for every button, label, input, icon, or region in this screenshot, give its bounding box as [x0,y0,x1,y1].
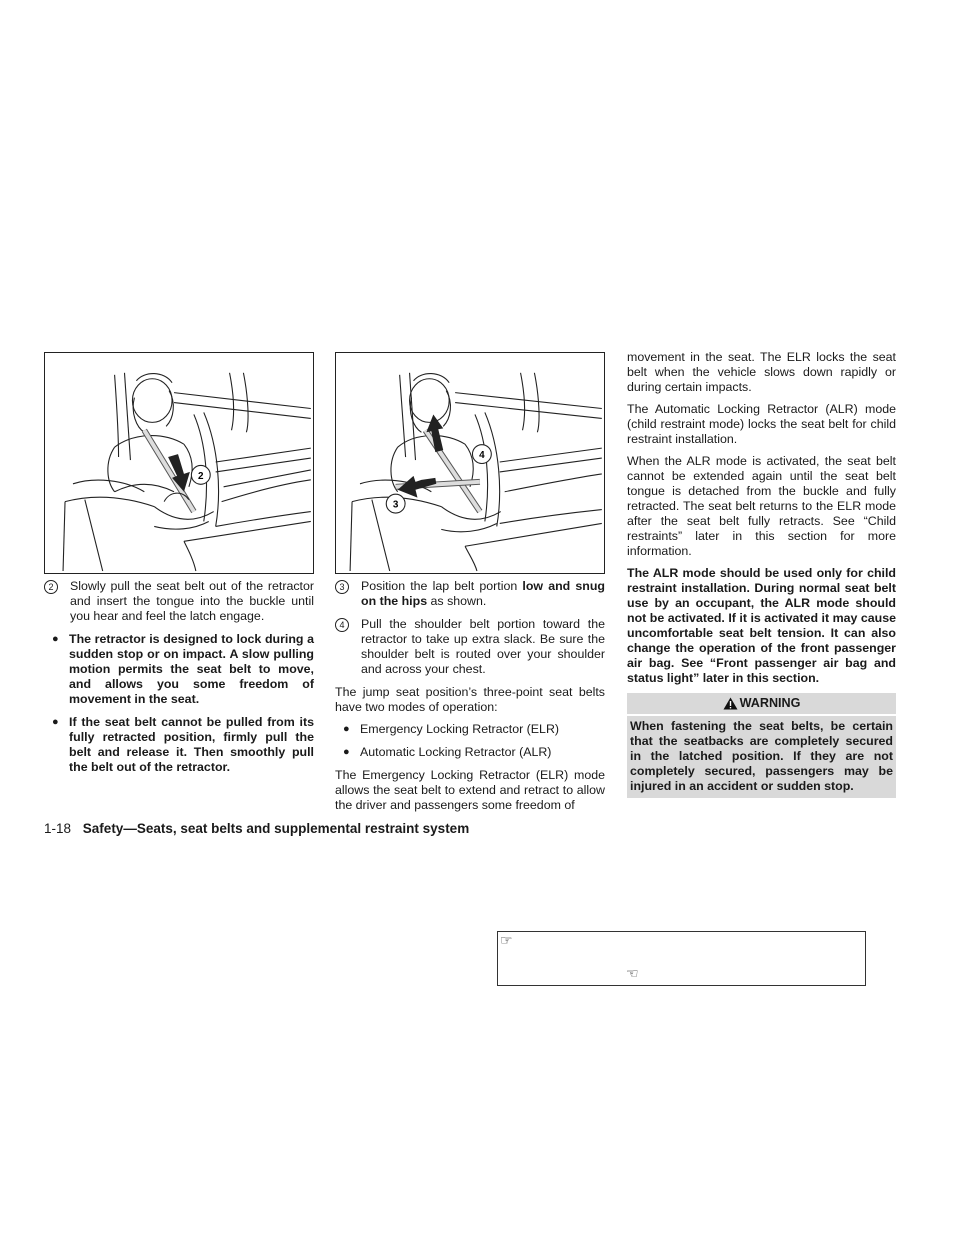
step-text-bold: low and snug on the hips [361,579,605,608]
mode-item [335,722,605,737]
step-2 [44,579,314,624]
step-text: Pull the shoulder belt portion toward the retractor to take up extra slack. Be sure the shoulder belt is routed over your shoulder and across your chest. [361,617,605,676]
warning-body: When fastening the seat belts, be certain that the seatbacks are completely secured in the latched position. If they are not completely secured, passengers may be injured in an accident or sudden stop. [627,716,896,798]
step-number: 4 [335,618,349,632]
mode-text: Automatic Locking Retractor (ALR) [360,745,552,759]
step-4 [335,617,605,677]
step-text: Slowly pull the seat belt out of the retractor and insert the tongue into the buckle until you hear and feel the latch engage. [70,579,314,623]
step-number: 3 [335,580,349,594]
step-text-part: Position the lap belt portion [361,579,523,593]
figure-position-lap-belt [335,352,605,574]
svg-text:2: 2 [198,470,204,482]
bullet-icon: ● [343,723,350,735]
modes-intro: The jump seat position’s three-point seat belts have two modes of operation: [335,685,605,714]
page-footer [44,821,469,836]
callout-2 [191,465,210,484]
alr-activated-paragraph: When the ALR mode is activated, the seat belt cannot be extended again until the seat belt tongue is detached from the buckle and fully retracted. The seat belt returns to the ELR mode after the seat belt fully retracts. See “Child restraints” later in this section for more information. [627,454,896,558]
elr-description: The Emergency Locking Retractor (ELR) mode allows the seat belt to extend and retract to allow the driver and passengers some freedom of [335,768,605,812]
pointing-hand-icon: ☜ [626,965,639,981]
bullet-text: If the seat belt cannot be pulled from its fully retracted position, firmly pull the belt and release it. Then smoothly pull the belt out of the retractor. [69,715,314,774]
bullet-text: The retractor is designed to lock during a sudden stop or on impact. A slow pulling motion permits the seat belt to move, and allows you some freedom of movement in the seat. [69,632,314,706]
step-3 [335,579,605,609]
figure-pull-seat-belt [44,352,314,574]
step-text-part: as shown. [427,594,487,608]
bullet-icon: ● [52,716,59,728]
bullet-icon: ● [52,633,59,645]
bullet-item [44,632,314,707]
svg-text:3: 3 [392,499,399,511]
warning-header [627,693,896,714]
seat-belt-illustration-2 [336,353,604,573]
elr-continued: movement in the seat. The ELR locks the seat belt when the vehicle slows down rapidly or during certain impacts. [627,350,896,394]
bullet-icon: ● [343,746,350,758]
step-number: 2 [44,580,58,594]
seat-belt-illustration-1 [45,353,313,573]
pointing-hand-icon: ☞ [500,932,513,948]
callout-4 [472,445,491,464]
alr-caution-paragraph: The ALR mode should be used only for child restraint installation. During normal seat belt use by an occupant, the ALR mode should not be activated. If it is activated it may cause uncomfortable seat belt tension. It can also change the operation of the front passenger air bag. See “Front passenger air bag and status light” later in this section. [627,566,896,685]
section-title: Safety—Seats, seat belts and supplemental restraint system [82,821,470,836]
svg-text:4: 4 [479,450,485,462]
column-3 [627,350,896,798]
page-number: 1-18 [44,821,72,836]
note-box [497,931,866,986]
column-1 [44,579,314,783]
callout-3 [386,494,405,513]
bullet-item [44,715,314,775]
column-2 [335,579,605,820]
warning-triangle-icon [723,697,738,710]
mode-item [335,745,605,760]
mode-text: Emergency Locking Retractor (ELR) [360,722,560,736]
step-text [361,579,605,609]
warning-title: WARNING [739,696,801,710]
alr-description: The Automatic Locking Retractor (ALR) mode (child restraint mode) locks the seat belt for child restraint installation. [627,402,896,446]
